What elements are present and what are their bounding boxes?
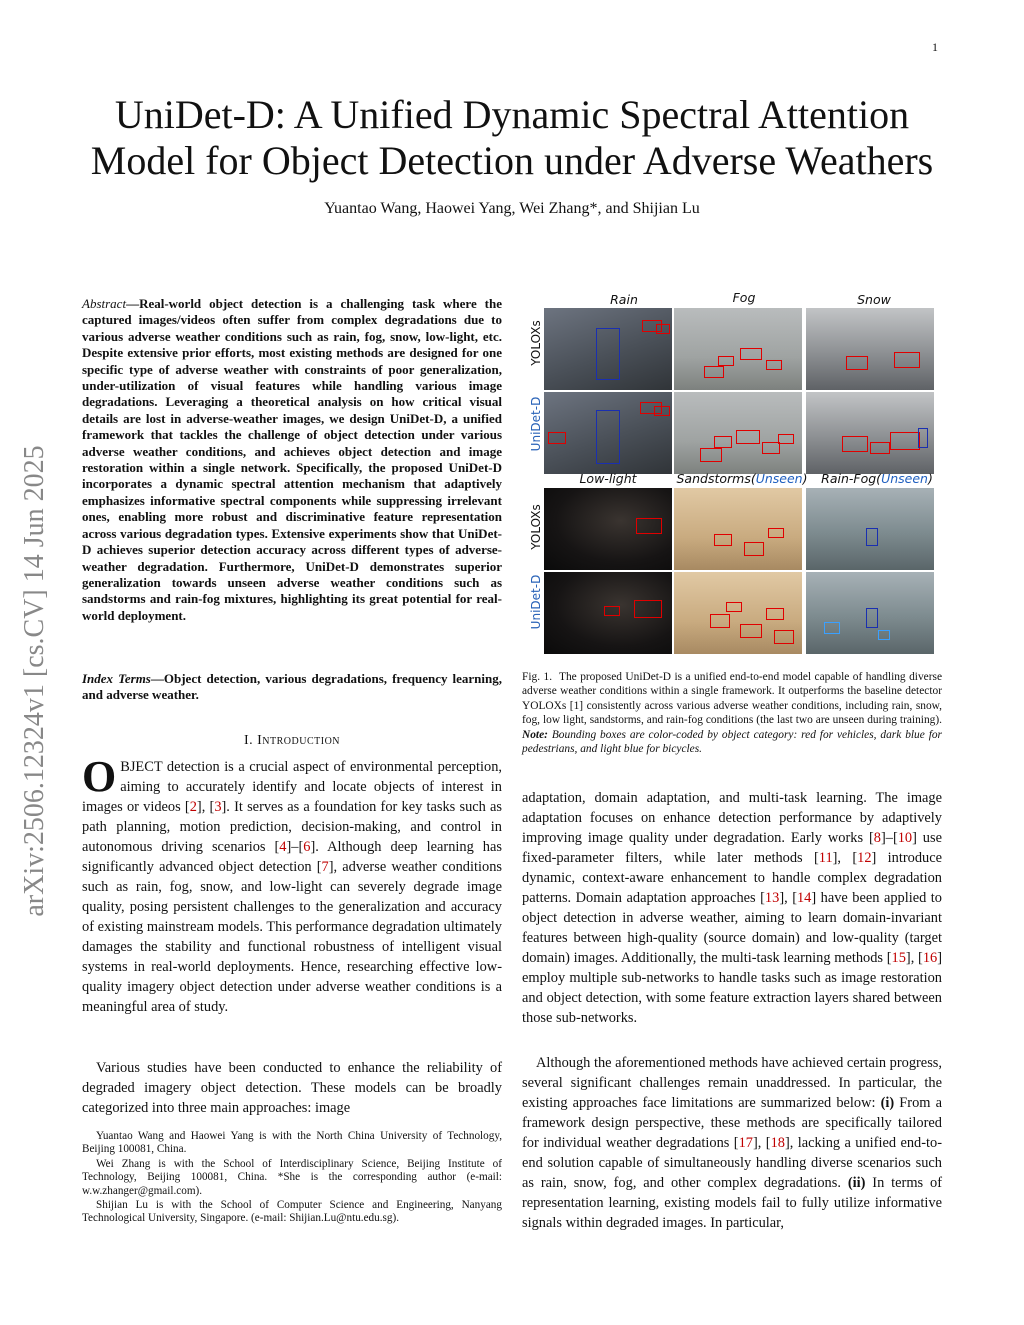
drop-cap: O	[82, 752, 117, 801]
abstract: Abstract—Real-world object detection is a challenging task where the captured images/videos often suffer from complex degradations due to various adverse weather conditions such as rain, fog, snow, low-light, etc. Despite extensive prior efforts, most existing methods are designed for one specific type of adverse weather with constraints of poor generalization, under-utilization of visual features while handling various image degradations. Leveraging a theoretical analysis on how critical visual details are lost in adverse-weather images, we design UniDet-D, a unified framework that tackles the challenge of object detection under various adverse weather conditions, and achieves object detection and image restoration within a single network. Specifically, the proposed UniDet-D incorporates a dynamic spectral attention mechanism that adaptively emphasizes informative spectral components while suppressing irrelevant ones, enabling more robust and discriminative feature representation across various degradation types. Extensive experiments show that UniDet-D achieves superior detection accuracy across different types of adverse-weather degradation. Furthermore, UniDet-D demonstrates superior generalization towards unseen adverse weather conditions such as sandstorms and rain-fog mixtures, highlighting its great potential for real-world deployment.	[82, 296, 502, 623]
figure-1	[522, 290, 942, 662]
col-header-rain: Rain	[610, 292, 638, 307]
image-rainfog-unidet	[806, 572, 934, 654]
image-rain-yolox	[544, 308, 672, 390]
page-number: 1	[932, 40, 938, 54]
row-label-unidet: UniDet-D	[529, 396, 543, 452]
index-terms: Index Terms—Object detection, various degradations, frequency learning, and adverse weather.	[82, 671, 502, 703]
right-paragraph-1: adaptation, domain adaptation, and multi-task learning. The image adaptation focuses on enhance detection performance by adaptively improving image quality under degradation. Early works [8]–[10] use fixed-parameter filters, while later methods [11], [12] introduce dynamic, context-aware enhancement to handle complex degradation patterns. Domain adaptation approaches [13], [14] have been applied to object detection in adverse weather, aiming to learn domain-invariant features between high-quality (source domain) and low-quality (target domain) images. Additionally, the multi-task learning methods [15], [16] employ multiple sub-networks to handle tasks such as image restoration and object detection, with some feature extraction layers shared between those sub-networks.	[522, 790, 943, 1026]
col-header-sandstorms: Sandstorms(Unseen)	[676, 471, 808, 486]
intro-paragraph-1: OBJECT detection is a crucial aspect of environmental perception, aiming to accurately identify and locate objects of interest in images or videos [2], [3]. It serves as a foundation for key tasks such as path planning, motion prediction, decision-making, and control in autonomous driving scenarios [4]–[6]. Although deep learning has significantly advanced object detection [7], adverse weather conditions such as rain, fog, snow, and low-light can severely degrade image quality, posing persistent challenges to the generalization and accuracy of existing mainstream models. This performance degradation ultimately damages the stability and functional robustness of intelligent visual systems in real-world deployments. Hence, researching effective low-quality imagery object detection under adverse weather conditions is a meaningful area of study.	[82, 752, 503, 1015]
section-heading: I. Introduction	[243, 733, 341, 748]
paper-title: UniDet-D: A Unified Dynamic Spectral Attention Model for Object Detection under Adverse Weathers	[90, 92, 934, 183]
arxiv-stamp: arXiv:2506.12324v1 [cs.CV] 14 Jun 2025	[19, 445, 50, 917]
image-rain-unidet	[544, 392, 672, 474]
index-terms-label: Index Terms	[82, 671, 151, 686]
image-fog-yolox	[674, 308, 802, 390]
col-header-snow: Snow	[857, 292, 891, 307]
image-fog-unidet	[674, 392, 802, 474]
right-paragraph-2: Although the aforementioned methods have achieved certain progress, several significant challenges remain unaddressed. In particular, the existing approaches face limitations are summarized below: (i) From a framework design perspective, these methods are specifically tailored for individual weather degradations [17], [18], lacking a unified end-to-end solution capable of simultaneously handling diverse scenarios such as rain, snow, fog, and other complex degradations. (ii) In terms of representation learning, existing models fail to fully utilize informative signals within degraded images. In particular,	[522, 1055, 943, 1231]
footnote: Shijian Lu is with the School of Computer Science and Engineering, Nanyang Technological University, Singapore. (e-mail: Shijian.Lu@ntu.edu.sg).	[82, 1199, 502, 1225]
row-label-unidet: UniDet-D	[529, 574, 543, 630]
author-list: Yuantao Wang, Haowei Yang, Wei Zhang*, and Shijian Lu	[324, 200, 700, 217]
image-snow-yolox	[806, 308, 934, 390]
image-snow-unidet	[806, 392, 934, 474]
image-rainfog-yolox	[806, 488, 934, 570]
col-header-rain-fog: Rain-Fog(Unseen)	[821, 471, 933, 486]
footnotes	[82, 1130, 502, 1227]
footnote: Yuantao Wang and Haowei Yang is with the North China University of Technology, Beijing 100081, China.	[82, 1130, 502, 1156]
row-label-yolox: YOLOXs	[529, 504, 543, 550]
col-header-low-light: Low-light	[579, 471, 637, 486]
intro-paragraph-2: Various studies have been conducted to enhance the reliability of degraded imagery object detection. These models can be broadly categorized into three main approaches: image	[82, 1060, 502, 1116]
col-header-fog: Fog	[732, 290, 756, 305]
image-lowlight-unidet	[544, 572, 672, 654]
index-terms-text: Object detection, various degradations, frequency learning, and adverse weather.	[82, 671, 502, 703]
image-lowlight-yolox	[544, 488, 672, 570]
footnote: Wei Zhang is with the School of Interdisciplinary Science, Beijing Institute of Technology, Beijing 100081, China. *She is the corresponding author (e-mail: w.w.zhanger@gmail.com).	[82, 1157, 502, 1197]
row-label-yolox: YOLOXs	[529, 320, 543, 366]
abstract-text: Real-world object detection is a challenging task where the captured images/videos often suffer from complex degradations due to various adverse weather conditions such as rain, fog, snow, low-light, etc. Despite extensive prior efforts, most existing methods are designed for one specific type of adverse weather with constraints of poor generalization, under-utilization of visual features while handling various image degradations. Leveraging a theoretical analysis on how critical visual details are lost in adverse-weather images, we design UniDet-D, a unified framework that tackles the challenge of object detection under various adverse weather conditions, and achieves object detection and image restoration within a single network. Specifically, the proposed UniDet-D incorporates a dynamic spectral attention mechanism that adaptively emphasizes informative spectral components while suppressing irrelevant ones, enabling more robust and discriminative feature representation across various degradation types. Extensive experiments show that UniDet-D achieves superior detection accuracy across different types of adverse-weather degradation. Furthermore, UniDet-D demonstrates superior generalization towards unseen adverse weather conditions such as sandstorms and rain-fog mixtures, highlighting its great potential for real-world deployment.	[82, 296, 502, 623]
image-sandstorm-yolox	[674, 488, 802, 570]
abstract-label: Abstract	[82, 296, 127, 311]
image-sandstorm-unidet	[674, 572, 802, 654]
figure-caption: Fig. 1. The proposed UniDet-D is a unified end-to-end model capable of handling diverse adverse weather conditions within a single framework. It outperforms the baseline detector YOLOXs [1] consistently across various adverse weather conditions, including rain, snow, fog, low light, sandstorms, and rain-fog conditions (the last two are unseen during training). Note: Bounding boxes are color-coded by object category: red for vehicles, dark blue for pedestrians, and light blue for bicycles.	[522, 671, 942, 756]
